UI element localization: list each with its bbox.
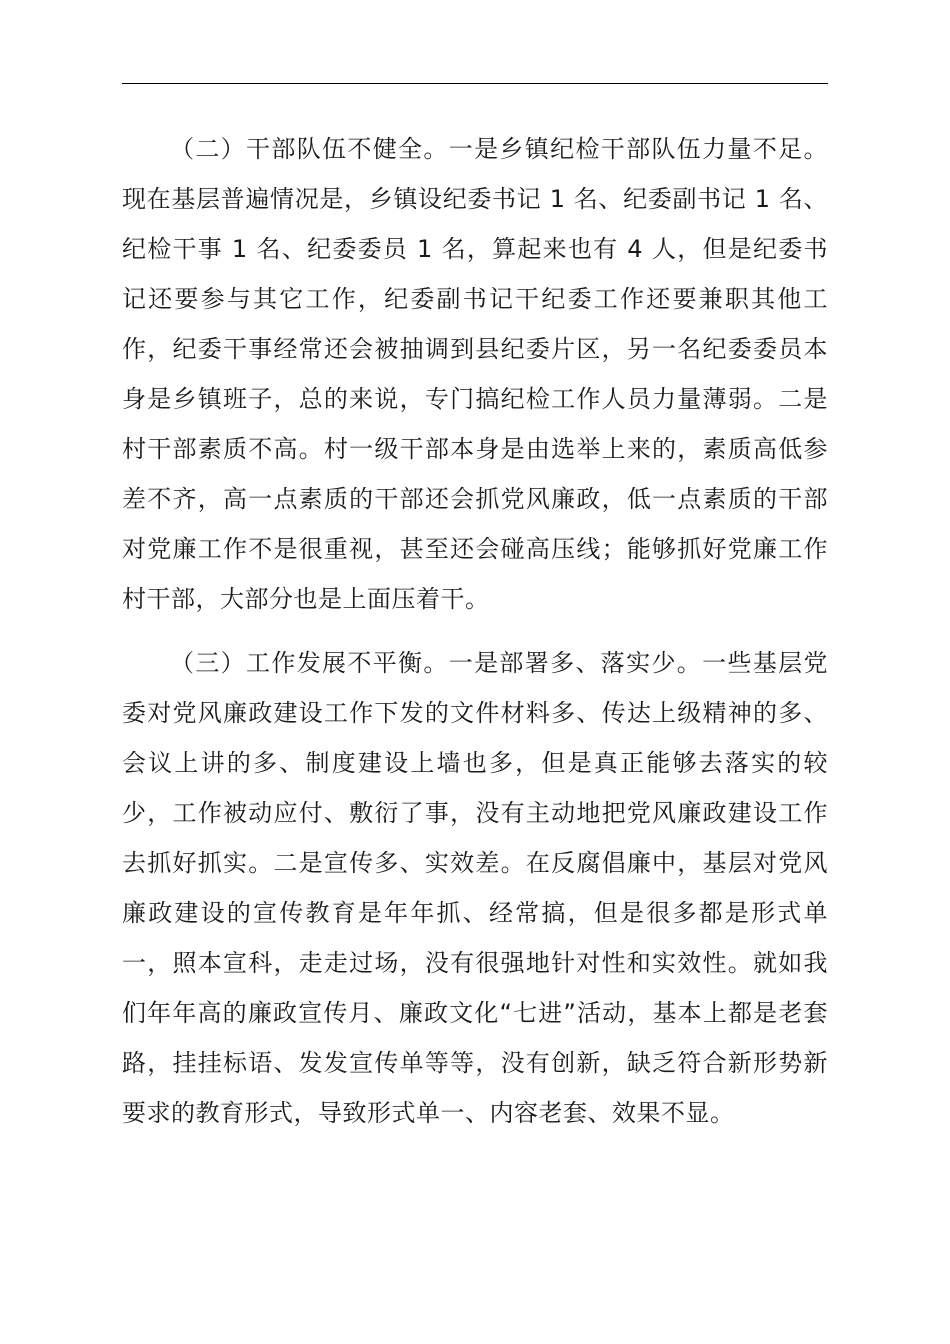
- paragraph-cadre-team: （二）干部队伍不健全。一是乡镇纪检干部队伍力量不足。现在基层普遍情况是，乡镇设纪委书记 1 名、纪委副书记 1 名、纪检干事 1 名、纪委委员 1 名，算起来也有 4 人，但是纪委书记还要参与其它工作，纪委副书记干纪委工作还要兼职其他工作，纪委干事经常还会被抽调到县纪委片区，另一名纪委委员本身是乡镇班子，总的来说，专门搞纪检工作人员力量薄弱。二是村干部素质不高。村一级干部本身是由选举上来的，素质高低参差不齐，高一点素质的干部还会抓党风廉政，低一点素质的干部对党廉工作不是很重视，甚至还会碰高压线；能够抓好党廉工作村干部，大部分也是上面压着干。: [122, 135, 828, 613]
- header-rule: [122, 83, 828, 84]
- document-body: [122, 124, 828, 1138]
- paragraph-work-development: （三）工作发展不平衡。一是部署多、落实少。一些基层党委对党风廉政建设工作下发的文件材料多、传达上级精神的多、会议上讲的多、制度建设上墙也多，但是真正能够去落实的较少，工作被动应付、敷衍了事，没有主动地把党风廉政建设工作去抓好抓实。二是宣传多、实效差。在反腐倡廉中，基层对党风廉政建设的宣传教育是年年抓、经常搞，但是很多都是形式单一，照本宣科，走走过场，没有很强地针对性和实效性。就如我们年年高的廉政宣传月、廉政文化“七进”活动，基本上都是老套路，挂挂标语、发发宣传单等等，没有创新，缺乏符合新形势新要求的教育形式，导致形式单一、内容老套、效果不显。: [122, 649, 828, 1127]
